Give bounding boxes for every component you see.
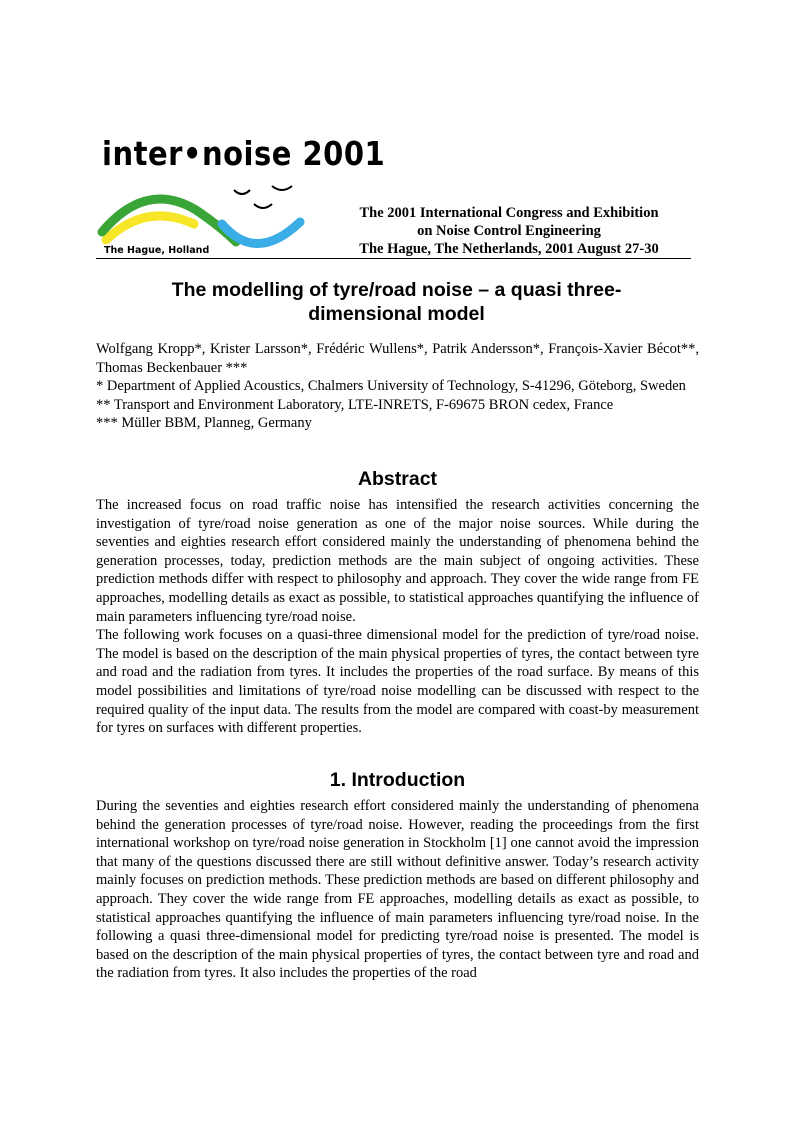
abstract-body	[96, 496, 699, 738]
author-block	[96, 340, 699, 433]
header-divider	[96, 258, 691, 259]
abstract-heading: Abstract	[357, 468, 438, 490]
author-list: Wolfgang Kropp*, Krister Larsson*, Frédéric Wullens*, Patrik Andersson*, François-Xavier Bécot**, Thomas Beckenbauer ***	[96, 341, 699, 376]
smile-arc-1	[234, 190, 250, 194]
introduction-heading: 1. Introduction	[329, 769, 466, 791]
abstract-paragraph-1: The increased focus on road traffic noise has intensified the research activities concerning the investigation of tyre/road noise generation as one of the major noise sources. While during the seventies and eighties research effort considered mainly the understanding of phenomena behind the generation processes, today, prediction methods are the main subject of ongoing activities. These prediction methods differ with respect to philosophy and approach. They cover the wide range from FE approaches, modelling details as exact as possible, to statistical approaches quantifying the influence of main parameters influencing tyre/road noise.	[96, 497, 699, 625]
abstract-paragraph-2: The following work focuses on a quasi-three dimensional model for the prediction of tyre/road noise. The model is based on the description of the main physical properties of tyres, the contact between tyre and road and the radiation from tyres. It includes the properties of the road surface. By means of this model possibilities and limitations of tyre/road noise modelling can be discussed with respect to the required quality of the input data. The results from the model are compared with coast-by measurement for tyres on surfaces with different properties.	[96, 627, 699, 737]
conference-line-3: The Hague, The Netherlands, 2001 August 27-30	[359, 241, 659, 257]
conference-line-2: on Noise Control Engineering	[417, 223, 601, 239]
blue-wave	[222, 222, 300, 244]
conference-header	[336, 204, 682, 258]
logo-wordmark: inter•noise 2001	[102, 134, 386, 174]
affiliation-2: ** Transport and Environment Laboratory, LTE-INRETS, F-69675 BRON cedex, France	[96, 396, 614, 413]
affiliation-3: *** Müller BBM, Planneg, Germany	[96, 415, 312, 431]
introduction-body	[96, 797, 699, 983]
smile-arc-3	[254, 204, 272, 208]
conference-line-1: The 2001 International Congress and Exhibition	[359, 205, 659, 221]
affiliation-1: * Department of Applied Acoustics, Chalmers University of Technology, S-41296, Göteborg, Sweden	[96, 378, 686, 394]
introduction-paragraph: During the seventies and eighties research effort considered mainly the understanding of phenomena behind the generation processes of tyre/road noise. However, reading the proceedings from the first international workshop on tyre/road noise generation in Stockholm [1] one cannot avoid the impression that many of the questions discussed there are still without definitive answer. Today’s research activity mainly focuses on prediction methods. These prediction methods are based on different philosophy and approach. They cover the wide range from FE approaches, modelling details as exact as possible, to statistical approaches quantifying the influence of main parameters influencing tyre/road noise. In the following a quasi three-dimensional model for predicting tyre/road noise is presented. The model is based on the description of the main physical properties of tyres, the contact between tyre and road and the radiation from tyres. It also includes the properties of the road	[96, 798, 699, 982]
smile-arc-2	[272, 186, 292, 190]
logo-place: The Hague, Holland	[104, 245, 210, 256]
paper-title: The modelling of tyre/road noise – a quasi three-dimensional model	[171, 279, 622, 325]
